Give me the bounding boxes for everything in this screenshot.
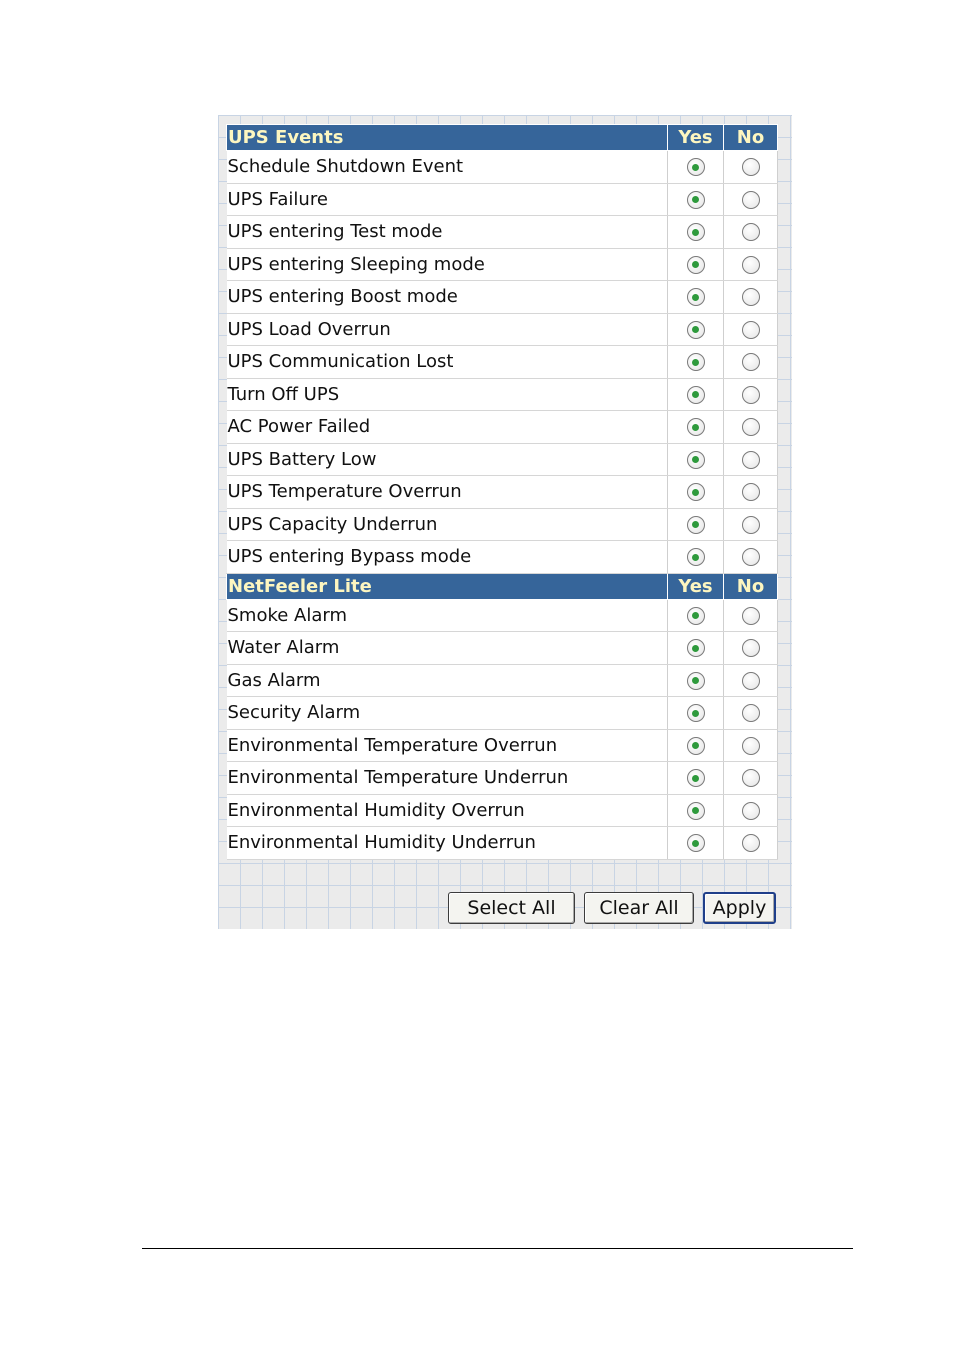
no-radio[interactable] — [742, 607, 760, 625]
yes-column-header: Yes — [668, 125, 724, 151]
yes-radio[interactable] — [687, 672, 705, 690]
yes-cell — [668, 411, 724, 444]
yes-cell — [668, 216, 724, 249]
yes-radio[interactable] — [687, 451, 705, 469]
yes-cell — [668, 827, 724, 860]
no-radio[interactable] — [742, 223, 760, 241]
event-label: UPS Failure — [227, 183, 668, 216]
no-cell — [724, 827, 778, 860]
table-row — [227, 216, 778, 249]
yes-cell — [668, 794, 724, 827]
event-label: Environmental Temperature Overrun — [227, 729, 668, 762]
table-row — [227, 632, 778, 665]
table-row — [227, 599, 778, 632]
table-row — [227, 378, 778, 411]
no-radio[interactable] — [742, 191, 760, 209]
apply-button[interactable]: Apply — [703, 892, 776, 924]
section-header — [227, 573, 778, 599]
no-radio[interactable] — [742, 158, 760, 176]
clear-all-button[interactable]: Clear All — [584, 892, 694, 924]
no-radio[interactable] — [742, 483, 760, 501]
event-label: UPS Communication Lost — [227, 346, 668, 379]
yes-cell — [668, 443, 724, 476]
section-title: UPS Events — [227, 125, 668, 151]
no-cell — [724, 378, 778, 411]
table-row — [227, 151, 778, 184]
yes-cell — [668, 599, 724, 632]
no-radio[interactable] — [742, 516, 760, 534]
yes-radio[interactable] — [687, 223, 705, 241]
event-label: UPS Battery Low — [227, 443, 668, 476]
table-row — [227, 508, 778, 541]
no-radio[interactable] — [742, 802, 760, 820]
yes-cell — [668, 664, 724, 697]
yes-cell — [668, 508, 724, 541]
no-cell — [724, 183, 778, 216]
yes-radio[interactable] — [687, 256, 705, 274]
yes-cell — [668, 151, 724, 184]
no-cell — [724, 346, 778, 379]
table-row — [227, 664, 778, 697]
no-radio[interactable] — [742, 386, 760, 404]
no-radio[interactable] — [742, 704, 760, 722]
yes-cell — [668, 541, 724, 574]
page-footer-rule — [142, 1248, 853, 1249]
table-row — [227, 248, 778, 281]
no-radio[interactable] — [742, 288, 760, 306]
event-label: UPS Load Overrun — [227, 313, 668, 346]
no-cell — [724, 248, 778, 281]
table-row — [227, 346, 778, 379]
no-radio[interactable] — [742, 256, 760, 274]
yes-radio[interactable] — [687, 158, 705, 176]
yes-radio[interactable] — [687, 288, 705, 306]
no-column-header: No — [724, 125, 778, 151]
section-title: NetFeeler Lite — [227, 573, 668, 599]
table-row — [227, 281, 778, 314]
event-label: Smoke Alarm — [227, 599, 668, 632]
no-radio[interactable] — [742, 769, 760, 787]
no-cell — [724, 632, 778, 665]
yes-radio[interactable] — [687, 639, 705, 657]
yes-radio[interactable] — [687, 483, 705, 501]
select-all-button[interactable]: Select All — [448, 892, 575, 924]
no-radio[interactable] — [742, 737, 760, 755]
table-row — [227, 541, 778, 574]
table-row — [227, 313, 778, 346]
table-row — [227, 697, 778, 730]
event-label: Environmental Temperature Underrun — [227, 762, 668, 795]
no-radio[interactable] — [742, 639, 760, 657]
event-label: Environmental Humidity Overrun — [227, 794, 668, 827]
yes-cell — [668, 183, 724, 216]
no-cell — [724, 508, 778, 541]
no-cell — [724, 216, 778, 249]
yes-radio[interactable] — [687, 704, 705, 722]
no-cell — [724, 476, 778, 509]
event-label: UPS entering Bypass mode — [227, 541, 668, 574]
table-row — [227, 827, 778, 860]
yes-cell — [668, 248, 724, 281]
yes-cell — [668, 729, 724, 762]
yes-cell — [668, 697, 724, 730]
event-label: Environmental Humidity Underrun — [227, 827, 668, 860]
event-label: Schedule Shutdown Event — [227, 151, 668, 184]
table-row — [227, 443, 778, 476]
yes-cell — [668, 281, 724, 314]
event-label: Gas Alarm — [227, 664, 668, 697]
no-cell — [724, 281, 778, 314]
no-cell — [724, 411, 778, 444]
no-cell — [724, 541, 778, 574]
table-row — [227, 794, 778, 827]
table-row — [227, 762, 778, 795]
event-label: UPS Capacity Underrun — [227, 508, 668, 541]
no-cell — [724, 599, 778, 632]
no-radio[interactable] — [742, 321, 760, 339]
no-radio[interactable] — [742, 418, 760, 436]
yes-cell — [668, 632, 724, 665]
event-label: Turn Off UPS — [227, 378, 668, 411]
table-row — [227, 476, 778, 509]
yes-radio[interactable] — [687, 607, 705, 625]
yes-radio[interactable] — [687, 737, 705, 755]
yes-radio[interactable] — [687, 353, 705, 371]
event-table — [226, 124, 778, 860]
table-row — [227, 183, 778, 216]
no-radio[interactable] — [742, 672, 760, 690]
no-cell — [724, 151, 778, 184]
event-label: Water Alarm — [227, 632, 668, 665]
no-cell — [724, 729, 778, 762]
yes-column-header: Yes — [668, 573, 724, 599]
yes-radio[interactable] — [687, 802, 705, 820]
yes-radio[interactable] — [687, 769, 705, 787]
event-label: UPS entering Test mode — [227, 216, 668, 249]
no-radio[interactable] — [742, 834, 760, 852]
event-settings-panel — [218, 115, 792, 929]
yes-radio[interactable] — [687, 321, 705, 339]
event-label: Security Alarm — [227, 697, 668, 730]
event-label: AC Power Failed — [227, 411, 668, 444]
no-radio[interactable] — [742, 548, 760, 566]
yes-cell — [668, 313, 724, 346]
yes-radio[interactable] — [687, 191, 705, 209]
yes-radio[interactable] — [687, 548, 705, 566]
no-cell — [724, 697, 778, 730]
yes-radio[interactable] — [687, 418, 705, 436]
no-cell — [724, 664, 778, 697]
event-table-body — [227, 125, 778, 860]
no-radio[interactable] — [742, 353, 760, 371]
yes-radio[interactable] — [687, 386, 705, 404]
yes-cell — [668, 762, 724, 795]
event-label: UPS entering Boost mode — [227, 281, 668, 314]
no-column-header: No — [724, 573, 778, 599]
event-label: UPS Temperature Overrun — [227, 476, 668, 509]
table-row — [227, 729, 778, 762]
yes-cell — [668, 476, 724, 509]
yes-radio[interactable] — [687, 834, 705, 852]
event-label: UPS entering Sleeping mode — [227, 248, 668, 281]
yes-cell — [668, 346, 724, 379]
no-cell — [724, 443, 778, 476]
no-cell — [724, 794, 778, 827]
yes-radio[interactable] — [687, 516, 705, 534]
table-row — [227, 411, 778, 444]
no-cell — [724, 313, 778, 346]
yes-cell — [668, 378, 724, 411]
section-header — [227, 125, 778, 151]
no-cell — [724, 762, 778, 795]
no-radio[interactable] — [742, 451, 760, 469]
